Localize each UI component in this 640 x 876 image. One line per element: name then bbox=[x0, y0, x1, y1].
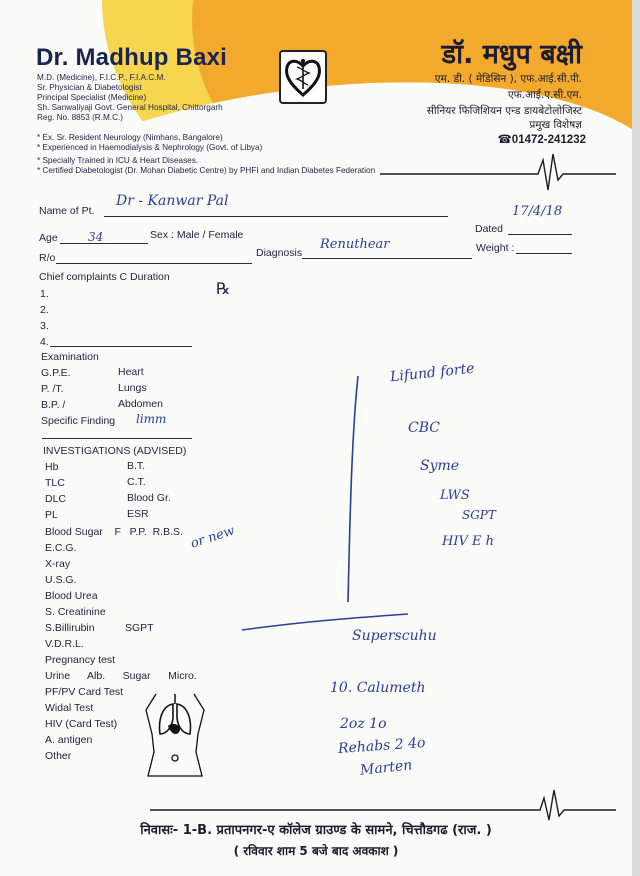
weight-line bbox=[516, 253, 572, 254]
ecg-divider-top bbox=[380, 150, 616, 200]
doctor-name: Dr. Madhup Baxi bbox=[36, 44, 228, 71]
hw-rx-1: Lifund forte bbox=[389, 360, 476, 386]
age-label: Age bbox=[39, 232, 58, 244]
hw-diagnosis: Renuthear bbox=[320, 237, 390, 252]
patient-name-label: Name of Pt. bbox=[39, 205, 95, 217]
hw-rx-lower-4: Rehabs 2 4o bbox=[337, 734, 426, 758]
inv-esr: ESR bbox=[127, 508, 149, 520]
phone-number: ☎01472-241232 bbox=[497, 134, 586, 146]
hindi-designation-1: सीनियर फिजिशियन एन्ड डायबेटोलोजिस्ट bbox=[426, 105, 582, 117]
inv-bilirubin: S.Billirubin bbox=[45, 622, 95, 634]
exam-heart: Heart bbox=[118, 366, 144, 378]
hw-note-mid: or new bbox=[188, 523, 237, 552]
exam-abdomen: Abdomen bbox=[118, 398, 163, 410]
exam-bp: B.P. / bbox=[41, 399, 66, 411]
complaint-4: 4. bbox=[40, 336, 49, 348]
hw-rx-5: SGPT bbox=[462, 508, 496, 522]
complaint-line bbox=[50, 346, 192, 347]
exam-gpe: G.P.E. bbox=[41, 367, 71, 379]
hw-specific-finding: limm bbox=[136, 412, 167, 426]
examination-label: Examination bbox=[41, 351, 99, 363]
inv-creatinine: S. Creatinine bbox=[45, 606, 106, 618]
caduceus-heart-logo bbox=[279, 50, 327, 104]
hw-bracket-stroke bbox=[340, 372, 370, 612]
age-line bbox=[60, 243, 148, 244]
rx-symbol: ℞ bbox=[216, 279, 231, 298]
diagnosis-label: Diagnosis bbox=[256, 247, 303, 259]
page-edge bbox=[632, 0, 640, 876]
complaint-1: 1. bbox=[40, 288, 49, 300]
hw-rx-6: HIV E h bbox=[442, 534, 494, 549]
inv-bt: B.T. bbox=[127, 460, 146, 472]
hw-age: 34 bbox=[88, 230, 104, 244]
hw-rx-lower-2: 10. Calumeth bbox=[330, 680, 426, 696]
caduceus-heart-icon bbox=[283, 55, 323, 99]
investigations-label: INVESTIGATIONS (ADVISED) bbox=[43, 445, 187, 457]
inv-pl: PL bbox=[45, 509, 58, 521]
doctor-name-hindi: डॉ. मधुप बक्षी bbox=[441, 39, 582, 70]
patient-name-line bbox=[104, 216, 448, 217]
footer-holiday: ( रविवार शाम 5 बजे बाद अवकाश ) bbox=[233, 844, 399, 858]
exam-lungs: Lungs bbox=[118, 382, 147, 394]
inv-hiv: HIV (Card Test) bbox=[45, 718, 118, 730]
inv-hb: Hb bbox=[45, 461, 59, 473]
inv-other: Other bbox=[45, 750, 72, 762]
hw-patient-name: Dr - Kanwar Pal bbox=[116, 193, 229, 209]
ecg-divider-bottom bbox=[150, 788, 616, 824]
specific-finding-label: Specific Finding bbox=[41, 415, 116, 427]
weight-label: Weight : bbox=[476, 242, 515, 254]
qualification-block: M.D. (Medicine), F.I.C.P., F.I.A.C.M. Sr. Physician & Diabetologist Principal Specialist (Medicine) Sh. Sanwaliyaji Govt. General Hospital, Chittorgarh Reg. No. 8853 (R.M.C.) bbox=[37, 73, 223, 122]
inv-widal: Widal Test bbox=[45, 702, 94, 714]
hw-rx-lower-3: 2oz 1o bbox=[340, 716, 387, 732]
inv-antigen: A. antigen bbox=[45, 734, 93, 746]
chief-complaints-label: Chief complaints C Duration bbox=[39, 271, 170, 283]
torso-outline-icon bbox=[144, 690, 206, 780]
inv-pregnancy: Pregnancy test bbox=[45, 654, 116, 666]
inv-sgpt: SGPT bbox=[125, 622, 154, 634]
inv-xray: X-ray bbox=[45, 558, 71, 570]
dated-line bbox=[508, 234, 572, 235]
exam-pulse-temp: P. /T. bbox=[41, 383, 64, 395]
inv-blood-sugar: Blood Sugar F P.P. R.B.S. bbox=[45, 526, 183, 538]
hw-date: 17/4/18 bbox=[512, 204, 563, 219]
hw-rx-3: Syme bbox=[420, 458, 460, 474]
hindi-qualification-2: एफ.आई.ए.सी.एम. bbox=[507, 89, 582, 101]
inv-pf-pv: PF/PV Card Test bbox=[45, 686, 124, 698]
hw-rx-4: LWS bbox=[440, 488, 470, 503]
inv-ecg: E.C.G. bbox=[45, 542, 77, 554]
diagnosis-line bbox=[302, 258, 472, 259]
hindi-designation-2: प्रमुख विशेषज्ञ bbox=[529, 119, 582, 131]
inv-usg: U.S.G. bbox=[45, 574, 77, 586]
hindi-qualification-1: एम. डी. ( मेडिसिन ), एफ.आई.सी.पी. bbox=[434, 73, 582, 85]
inv-dlc: DLC bbox=[45, 493, 67, 505]
sex-label: Sex : Male / Female bbox=[150, 229, 244, 241]
footer-address: निवासः- 1-B. प्रतापनगर-ए कॉलेज ग्राउण्ड के सामने, चित्तौडगढ (राज. ) bbox=[140, 823, 492, 838]
complaint-3: 3. bbox=[40, 320, 49, 332]
ro-label: R/o bbox=[39, 252, 56, 264]
hw-rx-2: CBC bbox=[408, 420, 440, 436]
hw-rx-lower-5: Marten bbox=[359, 757, 414, 779]
inv-ct: C.T. bbox=[127, 476, 146, 488]
experience-bullets: * Ex. Sr. Resident Neurology (Nimhans, Bangalore) * Experienced in Haemodialysis & Nephrology (Govt. of Libya) * Specially Trained in ICU & Heart Diseases. * Certified Diabetologist (Dr. Mohan Diabetic Centre) by PHFI and Indian Diabetes Federation bbox=[37, 133, 376, 175]
inv-urine: Urine Alb. Sugar Micro. bbox=[45, 670, 197, 682]
exam-divider bbox=[42, 438, 192, 439]
complaint-2: 2. bbox=[40, 304, 49, 316]
inv-blood-group: Blood Gr. bbox=[127, 492, 171, 504]
hw-rx-lower-1: Superscuhu bbox=[352, 628, 437, 644]
inv-tlc: TLC bbox=[45, 477, 65, 489]
ro-line bbox=[56, 263, 252, 264]
dated-label: Dated bbox=[475, 223, 504, 235]
inv-vdrl: V.D.R.L. bbox=[45, 638, 84, 650]
inv-blood-urea: Blood Urea bbox=[45, 590, 98, 602]
